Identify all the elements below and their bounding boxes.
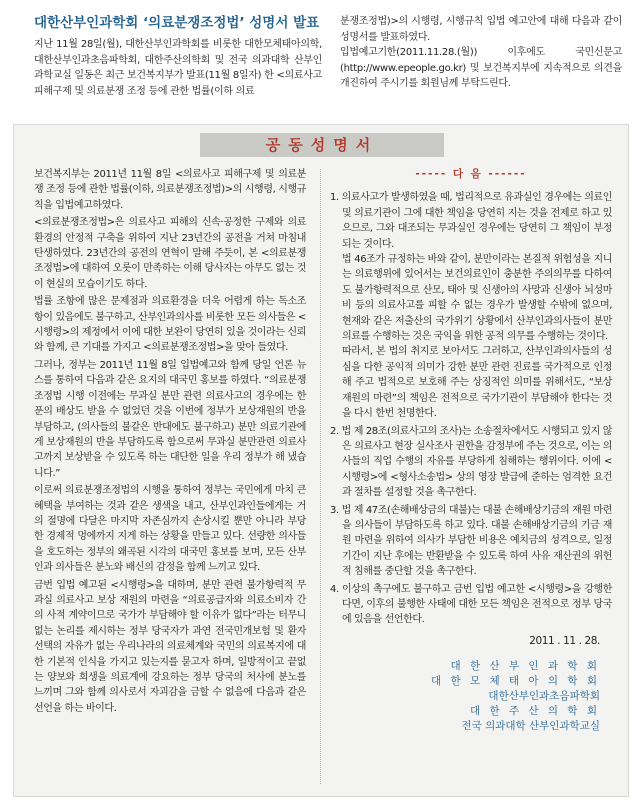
item-number: 4. (330, 583, 339, 595)
article-header (10, 8, 630, 126)
statement-date: 2011 . 11 . 28. (529, 634, 600, 647)
statement-left-column (34, 167, 306, 718)
resolution-item-3 (330, 503, 612, 580)
intro-paragraph-continued: 분쟁조정법)>의 시행령, 시행규칙 입법 예고안에 대해 다음과 같이 성명서를 발표하였다. (340, 16, 622, 43)
intro-paragraph: 지난 11월 28일(월), 대한산부인과학회를 비롯한 대한모체태아의학, 대한산부인과초음파학회, 대한주산의학회 및 전국 의과대학 산부인과학교실 일동은 최근 보건복지부가 발표(11월 8일자) 한 <의료사고 피해구제 및 의료분쟁 조정 등에 관한 법률(이하 의료 (34, 39, 322, 97)
resolution-item-4 (330, 582, 612, 628)
statement-banner: 공동성명서 (200, 133, 444, 157)
notice-paragraph: 입법예고기한(2011.11.28.(월)) 이후에도 국민신문고(http://www.epeople.go.kr) 및 보건복지부에 지속적으로 의견을 개진하여 주시기를 회원님께 부탁드린다. (340, 47, 622, 90)
item-text: 법 46조가 규정하는 바와 같이, 분만이라는 본질적 위험성을 지니는 의료행위에 있어서는 보건의료인이 충분한 주의의무를 다하여도 불가항력적으로 산모, 태아 및 신생아의 사망과 신생아 뇌성마비 등의 의료사고를 피할 수 없는 경우가 발생할 수밖에 없으며, 현재와 같은 저출산의 국가위기 상황에서 산부인과의사들이 분만의료를 수행하는 것은 국익을 위한 공적 의무를 수행하는 것이다. (342, 254, 612, 343)
resolution-heading: ----- 다 음 ------ (415, 168, 527, 180)
statement-paragraph: 이로써 의료분쟁조정법의 시행을 통하여 정부는 국민에게 마치 큰 혜택을 부여하는 것과 같은 생색을 내고, 산부인과인들에게는 거의 절명에 다달은 마지막 자존심까지 손상시킬 뿐만 아니라 부당한 경제적 멍에까지 지게 하는 상황을 만들고 있다. 선량한 의사들을 호도하는 정부의 왜곡된 시각의 대국민 홍보를 보며, 모든 산부인과 의사들은 분노와 배신의 감정을 함께 느끼고 있다. (34, 485, 306, 574)
item-text: 법 제 28조(의료사고의 조사)는 소송절차에서도 시행되고 있지 않은 의료사고 현장 실사조사 권한을 감정부에 주는 것으로, 이는 의사들의 직업 수행의 자유를 부당하게 침해하는 행위이다. 이에 <시행령>에 <형사소송법> 상의 영장 발급에 준하는 엄격한 요건과 절차를 설정할 것을 촉구한다. (341, 425, 612, 499)
statement-paragraph: 법률 조항에 많은 문제점과 의료환경을 더욱 어렵게 하는 독소조항이 있음에도 불구하고, 산부인과의사를 비롯한 모든 의사들은 <시행령>의 제정에서 이에 대한 보완이 당연히 있을 것이라는 신뢰와 함께, 큰 기대를 가지고 <의료분쟁조정법>을 맞아 들였다. (34, 296, 306, 354)
signer-name: 대 한 모 체 태 아 의 학 회 (431, 675, 600, 688)
resolution-item-1 (330, 190, 612, 421)
signer-name: 대 한 주 산 의 학 회 (469, 705, 600, 718)
item-text: 따라서, 본 법의 취지로 보아서도 그러하고, 산부인과의사들의 성심을 다한 공익적 의미가 강한 분만 관련 진료를 국가적으로 인정해 주고 법적으로 보호해 주는 상징적인 의미를 위해서도, “보상재원의 마련”의 책임은 전적으로 국가기관이 부담해야 한다는 것을 다시 한번 천명한다. (342, 346, 612, 420)
item-text: 의료사고가 발생하였을 때, 법리적으로 유과실인 경우에는 의료인 및 의료기관이 그에 대한 책임을 당연히 지는 것을 전제로 하고 있으므로, 그와 대조되는 무과실인 경우에는 당연히 그 책임이 부정되는 것이다. (341, 192, 612, 250)
article-header-right (340, 14, 622, 92)
signer-name: 대한산부인과초음파학회 (488, 690, 600, 703)
article-title: 대한산부인과학회 ‘의료분쟁조정법’ 성명서 발표 (34, 15, 320, 31)
item-text: 법 제 47조(손해배상금의 대불)는 대불 손해배상기금의 재원 마련을 의사들이 부담하도록 하고 있다. 대불 손해배상기금의 기금 재원 마련을 위하여 의사가 부담한 비용은 예치금의 성격으로, 일정 기간이 지난 후에는 반환받을 수 있도록 하여 사유 재산권의 위헌적 침해를 중단할 것을 촉구한다. (341, 504, 612, 578)
column-divider (320, 169, 321, 784)
signers-list (330, 659, 600, 734)
statement-paragraph: 금번 입법 예고된 <시행령>을 대하며, 분만 관련 불가항력적 무과실 의료사고 보상 재원의 마련을 “의료공급자와 의료소비자 간의 사적 계약이므로 국가가 부담해야 할 이유가 없다”라는 터무니 없는 논리를 제시하는 정부 당국자가 과연 전국민개보험 및 환자 선택의 자유가 없는 우리나라의 의료체계와 국민의 의료복지에 대한 기본적 인식을 가지고 있는지를 묻고자 하며, 일방적이고 끝없는 양보와 희생을 의료계에 강요하는 정부 당국의 처사에 분노를 느끼며 그와 함께 의사로서 자괴감을 금할 수 없음에 다음과 같은 선언을 하는 바이다. (34, 579, 306, 714)
signer-name: 전국 의과대학 산부인과학교실 (461, 720, 600, 733)
signer-name: 대 한 산 부 인 과 학 회 (450, 660, 600, 673)
joint-statement-box (13, 124, 629, 797)
item-number: 2. (330, 425, 339, 437)
resolution-item-2 (330, 424, 612, 501)
item-text: 이상의 촉구에도 불구하고 금번 입법 예고한 <시행령>을 강행한다면, 이후의 불행한 사태에 대한 모든 책임은 전적으로 정부 당국에 있음을 선언한다. (341, 583, 612, 626)
statement-paragraph: 보건복지부는 2011년 11월 8일 <의료사고 피해구제 및 의료분쟁 조정 등에 관한 법률(이하, 의료분쟁조정법)>의 시행령, 시행규칙을 입법예고하였다. (34, 169, 306, 211)
statement-right-column (330, 167, 612, 734)
statement-paragraph: 그러나, 정부는 2011년 11월 8일 입법예고와 함께 당일 언론 뉴스를 통하여 다음과 같은 요지의 대국민 홍보를 하였다. “의료분쟁조정법 시행 이전에는 무과실 분만 관련 의료사고의 경우에는 한푼의 배상도 받을 수 없었던 것을 이번에 정부가 보상재원의 반을 부담하고, (의사들의 불같은 반대에도 불구하고) 분만 의료기관에게 보상재원의 반을 부담하도록 함으로써 무과실 분만관련 의료사고까지 보상받을 수 있도록 하는 대단한 일을 우리 정부가 해 냈습니다.” (34, 359, 306, 479)
statement-paragraph: <의료분쟁조정법>은 의료사고 피해의 신속·공정한 구제와 의료환경의 안정적 구축을 위하여 지난 23년간의 공전을 거쳐 마침내 탄생하였다. 23년간의 공전의 연혁이 말해 주듯이, 본 <의료분쟁조정법>에 대하여 오롯이 만족하는 이해 당사자는 아무도 없는 것이 현실의 모습이기도 하다. (34, 217, 306, 290)
article-header-left (34, 14, 322, 99)
item-number: 1. (330, 192, 339, 204)
item-number: 3. (330, 504, 339, 516)
